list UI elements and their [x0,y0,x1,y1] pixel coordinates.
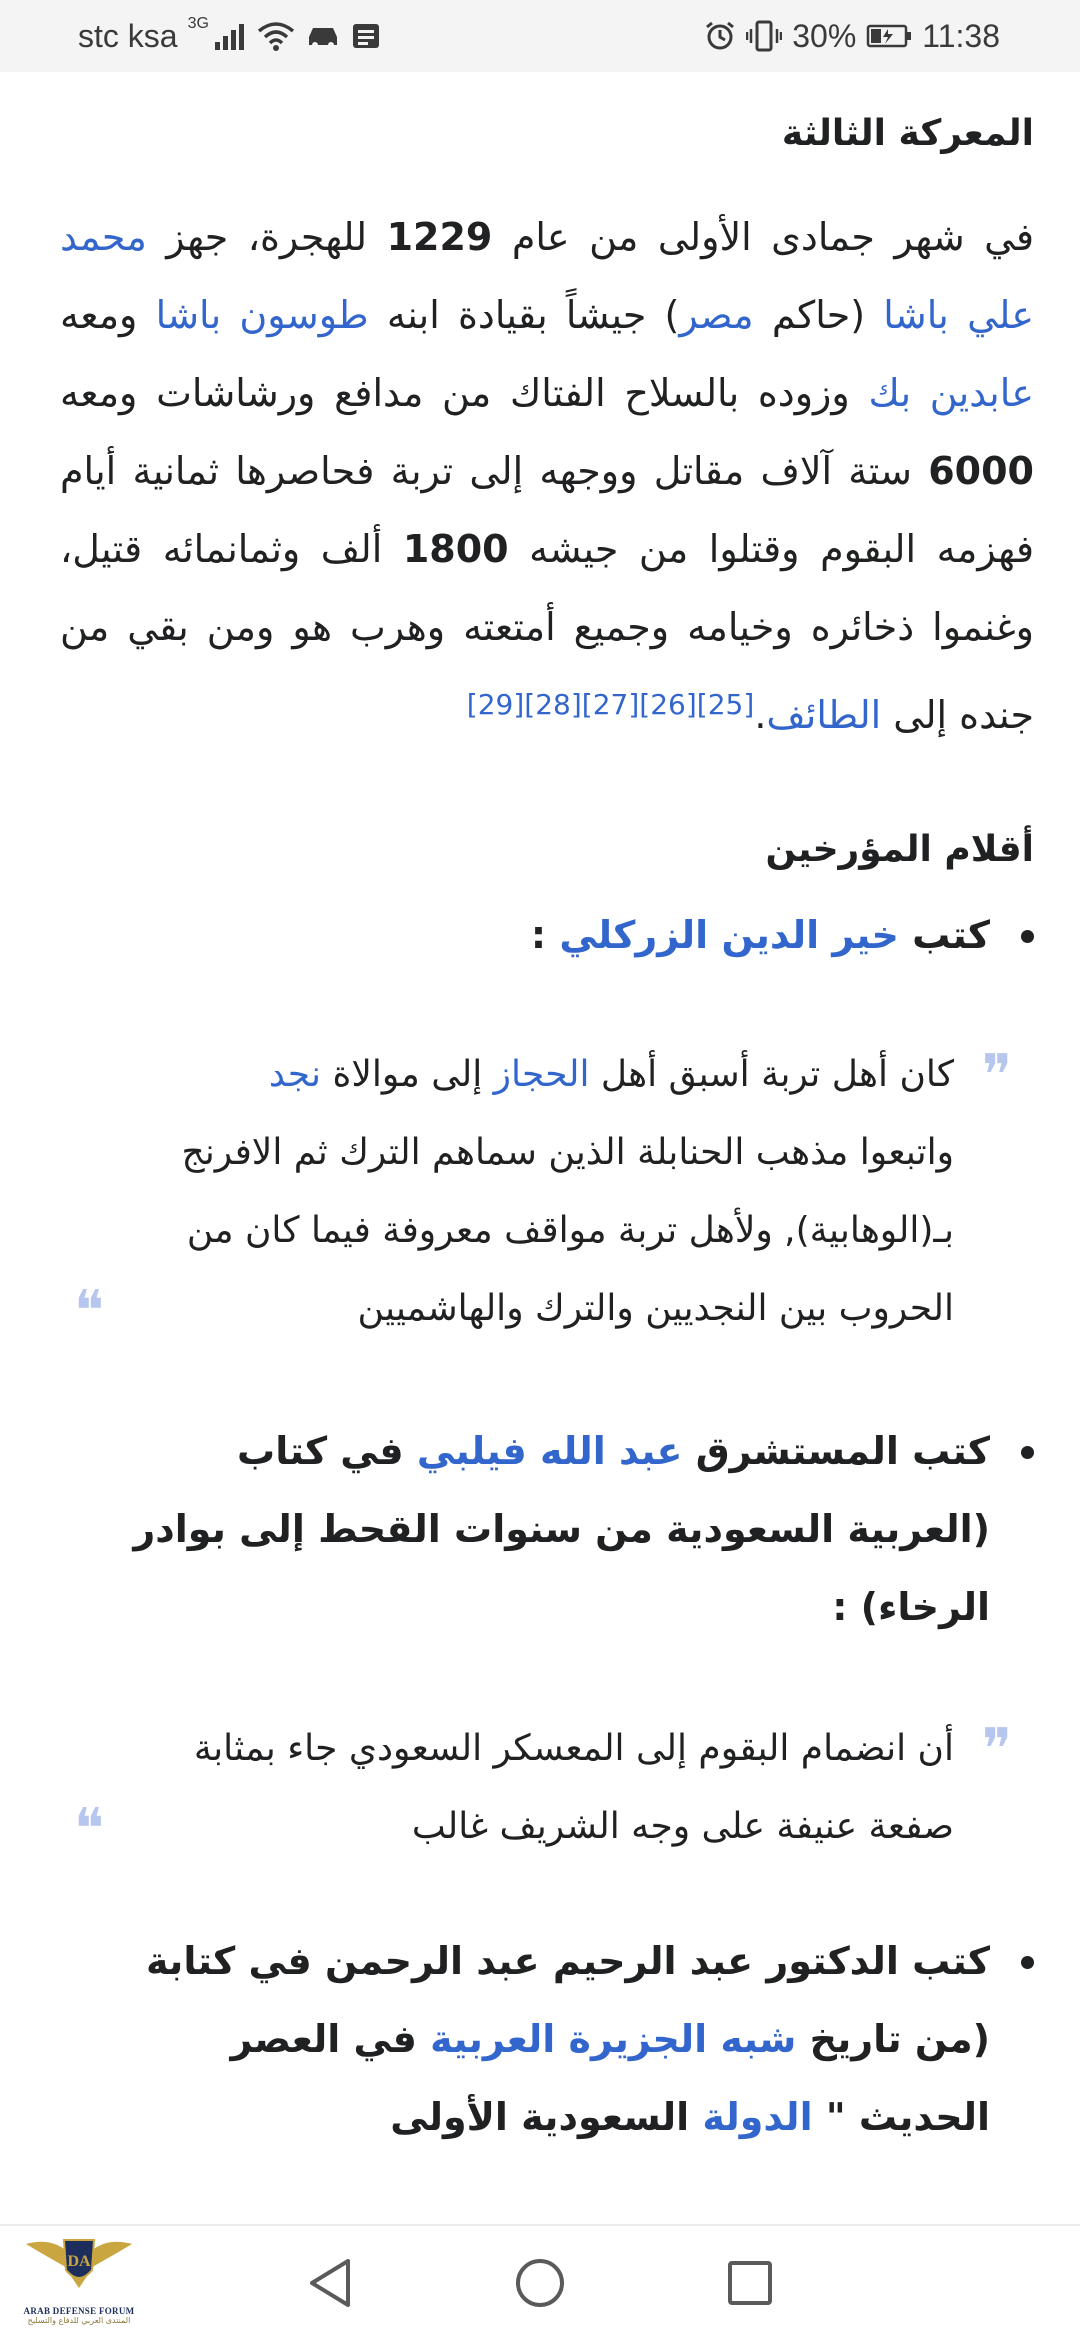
bullet1-text-1: كتب [898,913,990,957]
quote1-text-1: كان أهل تربة أسبق أهل [589,1054,954,1095]
link-taif[interactable]: الطائف [766,693,882,737]
bullet3-text-3: السعودية الأولى [390,2095,703,2139]
bullet3-text-2: في العصر الحديث " [230,2017,990,2139]
para-text-1: في شهر جمادى الأولى من عام [492,215,1034,259]
message-icon [351,22,381,50]
quote-open-icon: ❞ [981,1717,1012,1782]
home-icon [514,2257,566,2309]
status-right [704,18,1000,55]
para-text-8: ألف وثمانمائه قتيل، وغنموا ذخائره وخيامه وجميع أمتعته وهرب هو ومن بقي من جنده إلى [60,527,1034,737]
link-najd[interactable]: نجد [268,1054,322,1095]
bullet2-text-1: كتب المستشرق [682,1429,990,1473]
status-left [78,15,381,55]
status-bar [0,0,1080,72]
eagle-shield-icon [24,2226,134,2304]
recents-button[interactable] [720,2253,780,2313]
alarm-icon [704,20,736,52]
number-1800: 1800 [402,527,509,571]
back-icon [306,2257,354,2309]
network-type: 3G [187,15,209,32]
link-abdin-bek[interactable]: عابدين بك [868,371,1034,415]
svg-text:DA: DA [67,2253,91,2270]
para-text-7: ستة آلاف مقاتل ووجهه إلى تربة فحاصرها ثمانية أيام فهزمه البقوم وقتلوا من جيشه [60,449,1034,571]
bullet2-text-2: في كتاب (العربية السعودية من سنوات القحط إلى بوادر الرخاء) : [133,1429,990,1629]
bullet-philby [60,1412,1034,1646]
battery-percent: 30% [792,17,857,54]
section-heading-historians: أقلام المؤرخين [765,829,1034,870]
quote1-text-2: إلى موالاة [321,1054,494,1095]
para-text-6: وزوده بالسلاح الفتاك من مدافع ورشاشات ومعه [60,371,869,415]
signal-icon [213,22,247,50]
carrier-name: stc ksa [78,17,178,54]
bullet3-text-1: كتب الدكتور عبد الرحيم عبد الرحمن في كتابة (من تاريخ [146,1939,990,2061]
para-text-2: للهجرة، جهز [146,215,387,259]
wifi-icon [257,21,295,51]
forum-subtitle: المنتدى العربي للدفاع والتسليح [27,2316,131,2325]
quote-close-icon: ❝ [74,1279,105,1344]
section-heading-third-battle: المعركة الثالثة [781,113,1034,154]
recents-icon [727,2260,773,2306]
link-muhammad-ali-pasha[interactable]: محمد علي باشا [60,215,1034,337]
article-content[interactable] [0,72,1080,2224]
forum-name: ARAB DEFENSE FORUM [23,2306,135,2316]
para-text-9: . [754,693,767,737]
number-6000: 6000 [928,449,1034,493]
forum-watermark-logo [4,2226,154,2338]
link-arabian-peninsula[interactable]: شبه الجزيرة العربية [430,2017,797,2061]
link-hijaz[interactable]: الحجاز [493,1054,590,1095]
battle-paragraph [60,198,1034,754]
year-1229: 1229 [386,215,493,259]
clock-time: 11:38 [922,17,1000,54]
navigation-bar [0,2224,1080,2340]
quote-open-icon: ❞ [981,1043,1012,1108]
link-abdullah-philby[interactable]: عبد الله فيلبي [416,1429,683,1473]
reference-links[interactable]: [25][26][27][28][29] [466,688,755,721]
vibrate-icon [746,20,782,52]
para-text-3: (حاكم [753,293,884,337]
quote-philby [60,1710,1034,1866]
car-icon [305,23,341,49]
quote2-text: أن انضمام البقوم إلى المعسكر السعودي جاء بمثابة صفعة عنيفة على وجه الشريف غالب [193,1728,954,1847]
bullet-abdulrahim [60,1922,1034,2156]
bullet1-text-2: : [530,913,560,957]
bullet-zirikli [60,896,1034,974]
link-egypt[interactable]: مصر [679,293,754,337]
link-tusun-pasha[interactable]: طوسون باشا [155,293,369,337]
quote-zirikli [60,1036,1034,1348]
back-button[interactable] [300,2253,360,2313]
quote-close-icon: ❝ [74,1797,105,1862]
para-text-5: ومعه [60,293,156,337]
link-khayr-al-din-zirikli[interactable]: خير الدين الزركلي [559,913,899,957]
home-button[interactable] [510,2253,570,2313]
battery-icon [866,23,912,49]
link-state[interactable]: الدولة [702,2095,813,2139]
quote1-text-3: واتبعوا مذهب الحنابلة الذين سماهم الترك ثم الافرنج بـ(الوهابية), ولأهل تربة مواقف معروفة فيما كان من الحروب بين النجديين والترك والهاشميين [181,1132,954,1329]
para-text-4: ) جيشاً بقيادة ابنه [368,293,680,337]
